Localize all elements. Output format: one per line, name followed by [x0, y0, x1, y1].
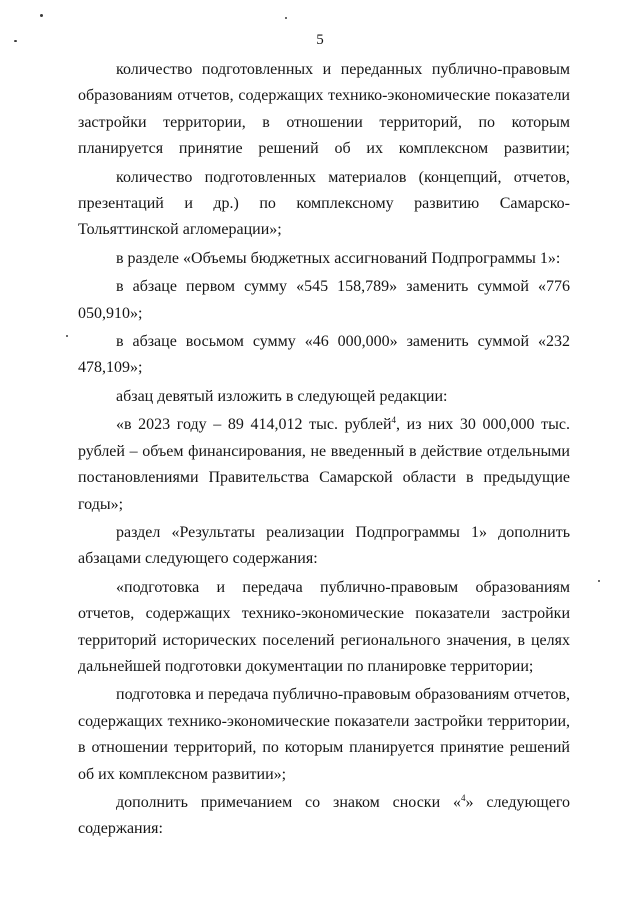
paragraph: абзац девятый изложить в следующей редакции: — [116, 387, 448, 405]
paragraph: количество подготовленных и переданных публично-правовым образованиям отчетов, содержащих технико-экономические показатели застройки территории, в отношении территорий, по которым планируется принятие решений об их комплексном развитии; — [78, 61, 570, 158]
paragraph: подготовка и передача публично-правовым образованиям отчетов, содержащих технико-экономические показатели застройки территории, в отношении территорий, по которым планируется принятие решений об их комплексном развитии»; — [78, 686, 570, 783]
paragraph: в разделе «Объемы бюджетных ассигнований Подпрограммы 1»: — [116, 249, 561, 267]
scan-speck — [40, 14, 43, 17]
paragraph-text: , из них 30 000,000 тыс. рублей – объем финансирования, не введенный в действие отдельными постановлениями Правительства Самарской области в предыдущие годы»; — [78, 416, 570, 513]
paragraph: раздел «Результаты реализации Подпрограммы 1» дополнить абзацами следующего содержания: — [78, 523, 570, 568]
paragraph-text: » следующего содержания: — [78, 793, 570, 838]
scan-speck — [598, 580, 600, 582]
paragraph: в абзаце первом сумму «545 158,789» заменить суммой «776 050,910»; — [78, 278, 570, 322]
paragraph-text: «в 2023 году – 89 414,012 тыс. рублей — [116, 416, 392, 434]
paragraph-text: дополнить примечанием со знаком сноски « — [116, 793, 461, 811]
document-body — [78, 57, 570, 843]
paragraph: количество подготовленных материалов (концепций, отчетов, презентаций и др.) по комплексному развитию Самарско-Тольяттинской агломерации»; — [78, 168, 570, 239]
scan-speck — [285, 17, 287, 19]
paragraph-with-footnote — [78, 412, 570, 518]
page-number: 5 — [316, 32, 324, 48]
scan-speck — [66, 335, 68, 337]
footnote-mark: 4 — [391, 415, 397, 426]
paragraph: в абзаце восьмом сумму «46 000,000» заменить суммой «232 478,109»; — [78, 333, 570, 377]
paragraph-with-footnote — [78, 790, 570, 843]
paragraph: «подготовка и передача публично-правовым образованиям отчетов, содержащих технико-экономические показатели застройки территорий исторических поселений регионального значения, в целях дальнейшей подготовки документации по планировке территории; — [78, 578, 570, 675]
footnote-mark: 4 — [460, 792, 466, 803]
